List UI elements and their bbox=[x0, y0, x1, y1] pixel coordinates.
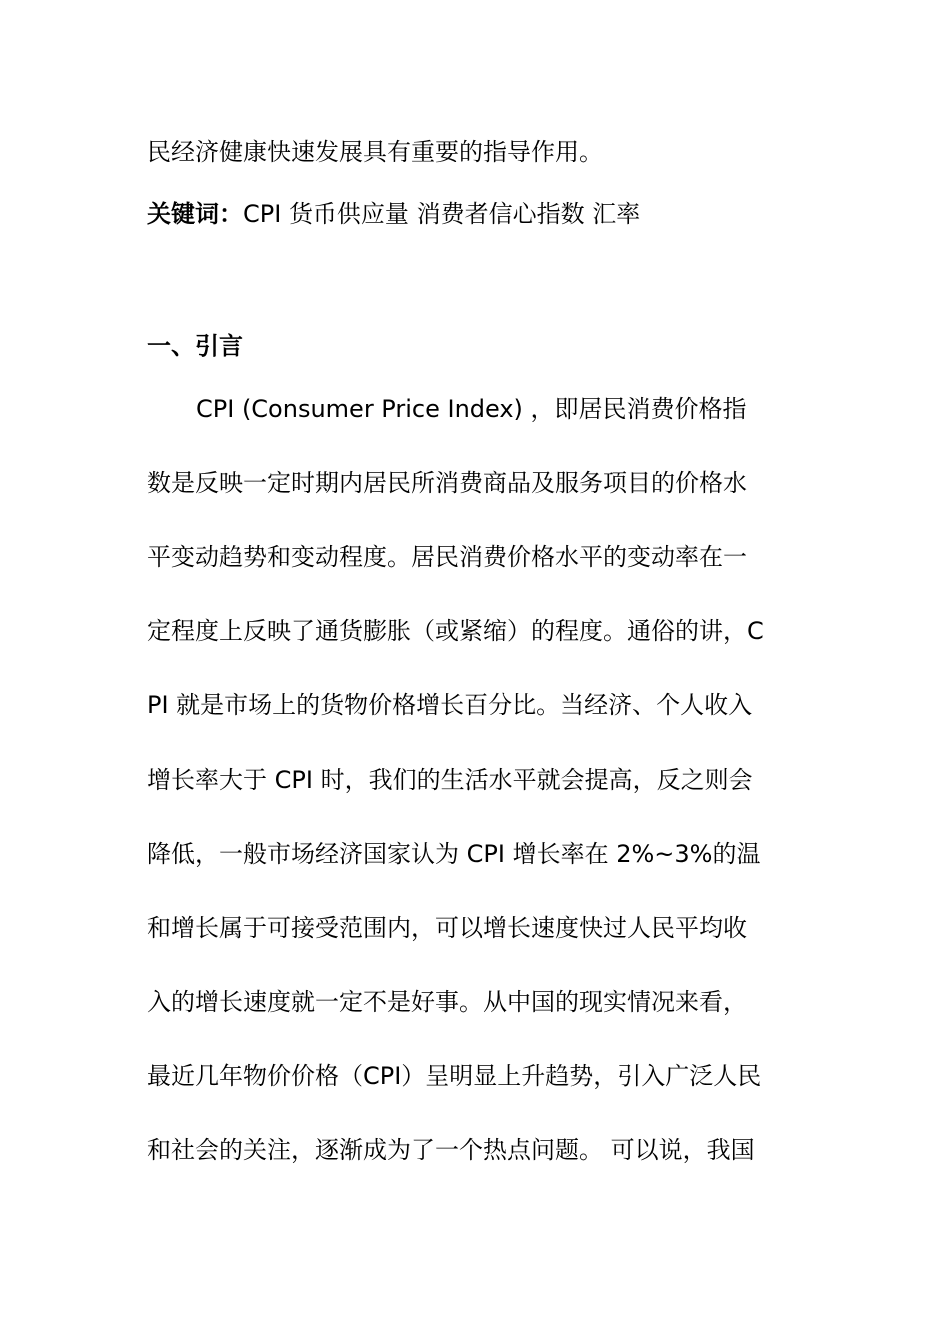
paragraph-line: 降低，一般市场经济国家认为 CPI 增长率在 2%~3%的温 bbox=[147, 840, 761, 868]
paragraph-line: 增长率大于 CPI 时，我们的生活水平就会提高，反之则会 bbox=[147, 766, 753, 794]
paragraph-line: 定程度上反映了通货膨胀（或紧缩）的程度。通俗的讲，C bbox=[147, 617, 764, 645]
section-heading: 一、引言 bbox=[147, 332, 243, 360]
paragraph-line: CPI (Consumer Price Index) ，即居民消费价格指 bbox=[196, 395, 747, 423]
intro-tail-line: 民经济健康快速发展具有重要的指导作用。 bbox=[147, 138, 603, 166]
paragraph-line: PI 就是市场上的货物价格增长百分比。当经济、个人收入 bbox=[147, 691, 753, 719]
paragraph-line: 数是反映一定时期内居民所消费商品及服务项目的价格水 bbox=[147, 469, 747, 497]
paragraph-line: 和增长属于可接受范围内，可以增长速度快过人民平均收 bbox=[147, 914, 747, 942]
keywords-line bbox=[147, 198, 807, 230]
paragraph-line: 和社会的关注，逐渐成为了一个热点问题。 可以说，我国 bbox=[147, 1136, 755, 1164]
paragraph-line: 最近几年物价价格（CPI）呈明显上升趋势，引入广泛人民 bbox=[147, 1062, 762, 1090]
keywords-terms: CPI 货币供应量 消费者信心指数 汇率 bbox=[243, 200, 641, 228]
paragraph-line: 平变动趋势和变动程度。居民消费价格水平的变动率在一 bbox=[147, 543, 747, 571]
paragraph-line: 入的增长速度就一定不是好事。从中国的现实情况来看， bbox=[147, 988, 747, 1016]
keywords-label: 关键词： bbox=[147, 200, 243, 228]
